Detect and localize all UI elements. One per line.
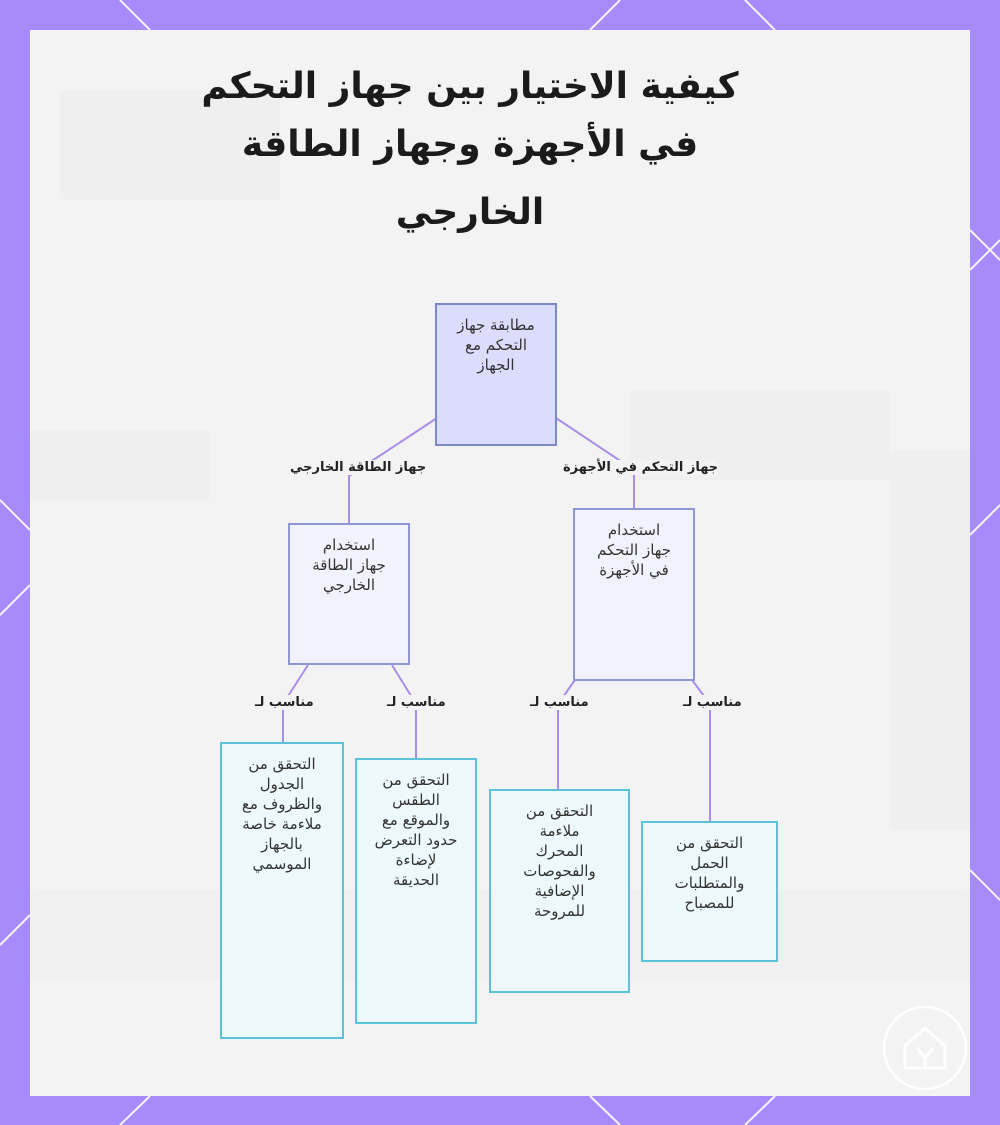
node-label: التحقق من الحمل والمتطلبات للمصباح <box>674 834 745 912</box>
edge-label-generator: جهاز الطاقة الخارجي <box>290 460 427 475</box>
house-logo-icon <box>881 1004 969 1092</box>
node-label: استخدام جهاز التحكم في الأجهزة <box>597 521 671 579</box>
node-label: التحقق من ملاءمة المحرك والفحوصات الإضافية للمروحة <box>523 802 596 920</box>
node-leaf-motor <box>489 789 630 993</box>
node-leaf-load <box>641 821 778 962</box>
title-line-1: كيفية الاختيار بين جهاز التحكم في الأجهزة وجهاز الطاقة <box>201 66 739 165</box>
node-leaf-weather <box>355 758 477 1024</box>
edge-label-fit: مناسب لـ <box>255 695 314 710</box>
node-label: التحقق من الجدول والظروف مع ملاءمة خاصة بالجهاز الموسمي <box>241 755 323 873</box>
title-line-2: الخارجي <box>395 192 545 233</box>
node-generator <box>288 523 410 665</box>
edge-label-controller: جهاز التحكم في الأجهزة <box>563 460 719 475</box>
node-leaf-schedule <box>220 742 344 1039</box>
node-controller <box>573 508 695 681</box>
node-label: التحقق من الطقس والموقع مع حدود التعرض لإضاءة الحديقة <box>374 771 458 889</box>
edge-label-fit: مناسب لـ <box>683 695 742 710</box>
node-label: مطابقة جهاز التحكم مع الجهاز <box>457 316 535 374</box>
edge-label-fit: مناسب لـ <box>530 695 589 710</box>
node-root <box>435 303 557 446</box>
edge-generator-weather <box>392 665 416 758</box>
node-label: استخدام جهاز الطاقة الخارجي <box>312 536 386 594</box>
edge-label-fit: مناسب لـ <box>387 695 446 710</box>
